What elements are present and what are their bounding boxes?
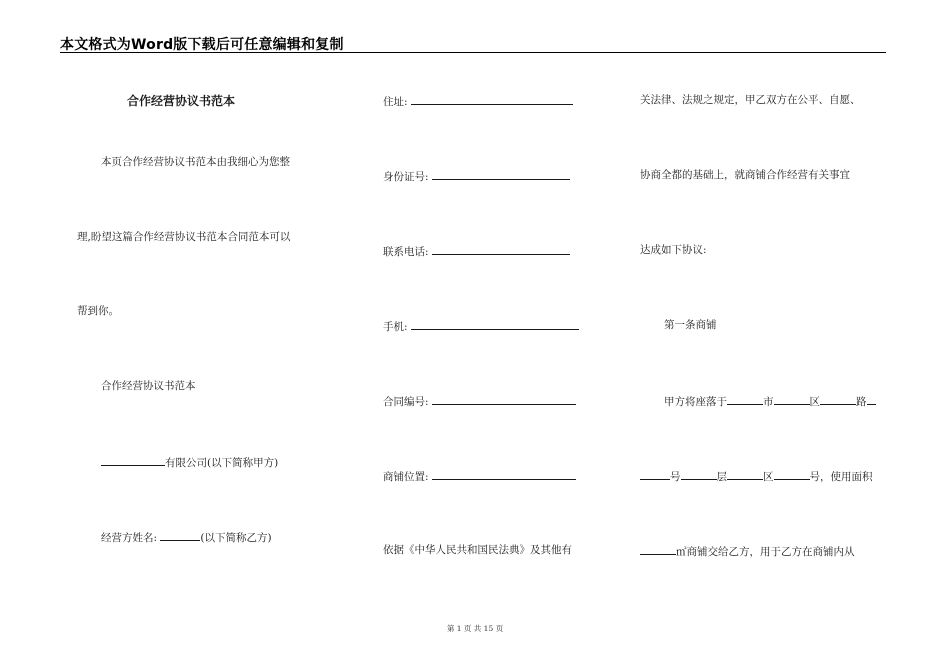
road-trailing-blank (867, 393, 876, 405)
number-label: 号 (670, 471, 681, 483)
location-intro: 甲方将座落于 (664, 396, 727, 408)
mobile-line (383, 318, 579, 334)
article-1-heading: 第一条商铺 (664, 319, 717, 331)
party-b-blank (160, 529, 200, 541)
area-size-blank (640, 543, 676, 555)
intro-line-3: 帮到你。 (77, 305, 119, 317)
road-blank (820, 393, 856, 405)
id-label: 身份证号: (383, 171, 429, 183)
id-blank (432, 168, 570, 180)
party-a-blank (101, 454, 165, 466)
address-line (383, 93, 573, 109)
mobile-label: 手机: (383, 321, 408, 333)
shop-location-label: 商铺位置: (383, 471, 429, 483)
intro-line-1: 本页合作经营协议书范本由我细心为您整 (101, 156, 290, 168)
contract-no-blank (432, 393, 576, 405)
header-rule (60, 52, 886, 53)
city-label: 市 (763, 396, 774, 408)
district-blank (774, 393, 810, 405)
body-line-2: 协商全都的基础上，就商铺合作经营有关事宜 (640, 169, 850, 181)
document-title: 合作经营协议书范本 (127, 94, 236, 108)
floor-blank (681, 468, 717, 480)
location-line-2 (640, 468, 873, 484)
party-b-suffix: (以下简称乙方) (200, 532, 272, 544)
intro-line-2: 理,盼望这篇合作经营协议书范本合同范本可以 (77, 231, 291, 243)
area-unit-text: ㎡商铺交给乙方，用于乙方在商铺内从 (676, 546, 855, 558)
unit-number-use-label: 号，使用面积 (809, 471, 873, 483)
mobile-blank (411, 318, 579, 330)
location-line-3 (640, 543, 855, 559)
phone-line (383, 243, 570, 259)
shop-location-line (383, 468, 576, 484)
body-line-3: 达成如下协议: (640, 244, 707, 256)
city-blank (727, 393, 763, 405)
number-blank (640, 468, 670, 480)
contract-no-line (383, 393, 576, 409)
document-header: 本文格式为Word版下载后可任意编辑和复制 (60, 37, 344, 53)
address-blank (411, 93, 573, 105)
party-a-line (101, 454, 278, 470)
body-line-1: 关法律、法规之规定，甲乙双方在公平、自愿、 (640, 94, 861, 106)
location-line-1 (664, 393, 876, 409)
party-b-line (101, 529, 272, 545)
id-line (383, 168, 570, 184)
phone-label: 联系电话: (383, 246, 429, 258)
road-label: 路 (856, 396, 867, 408)
shop-location-blank (432, 468, 576, 480)
party-b-label: 经营方姓名: (101, 532, 158, 544)
area-label: 区 (763, 471, 774, 483)
area-blank (727, 468, 763, 480)
floor-label: 层 (716, 471, 727, 483)
unit-number-blank (774, 468, 810, 480)
law-text: 依据《中华人民共和国民法典》及其他有 (383, 544, 572, 556)
contract-no-label: 合同编号: (383, 396, 429, 408)
party-a-suffix: 有限公司(以下简称甲方) (165, 457, 279, 469)
page-footer: 第 1 页 共 15 页 (446, 624, 504, 633)
address-label: 住址: (383, 96, 408, 108)
subtitle: 合作经营协议书范本 (101, 380, 196, 392)
district-label: 区 (809, 396, 820, 408)
phone-blank (432, 243, 570, 255)
